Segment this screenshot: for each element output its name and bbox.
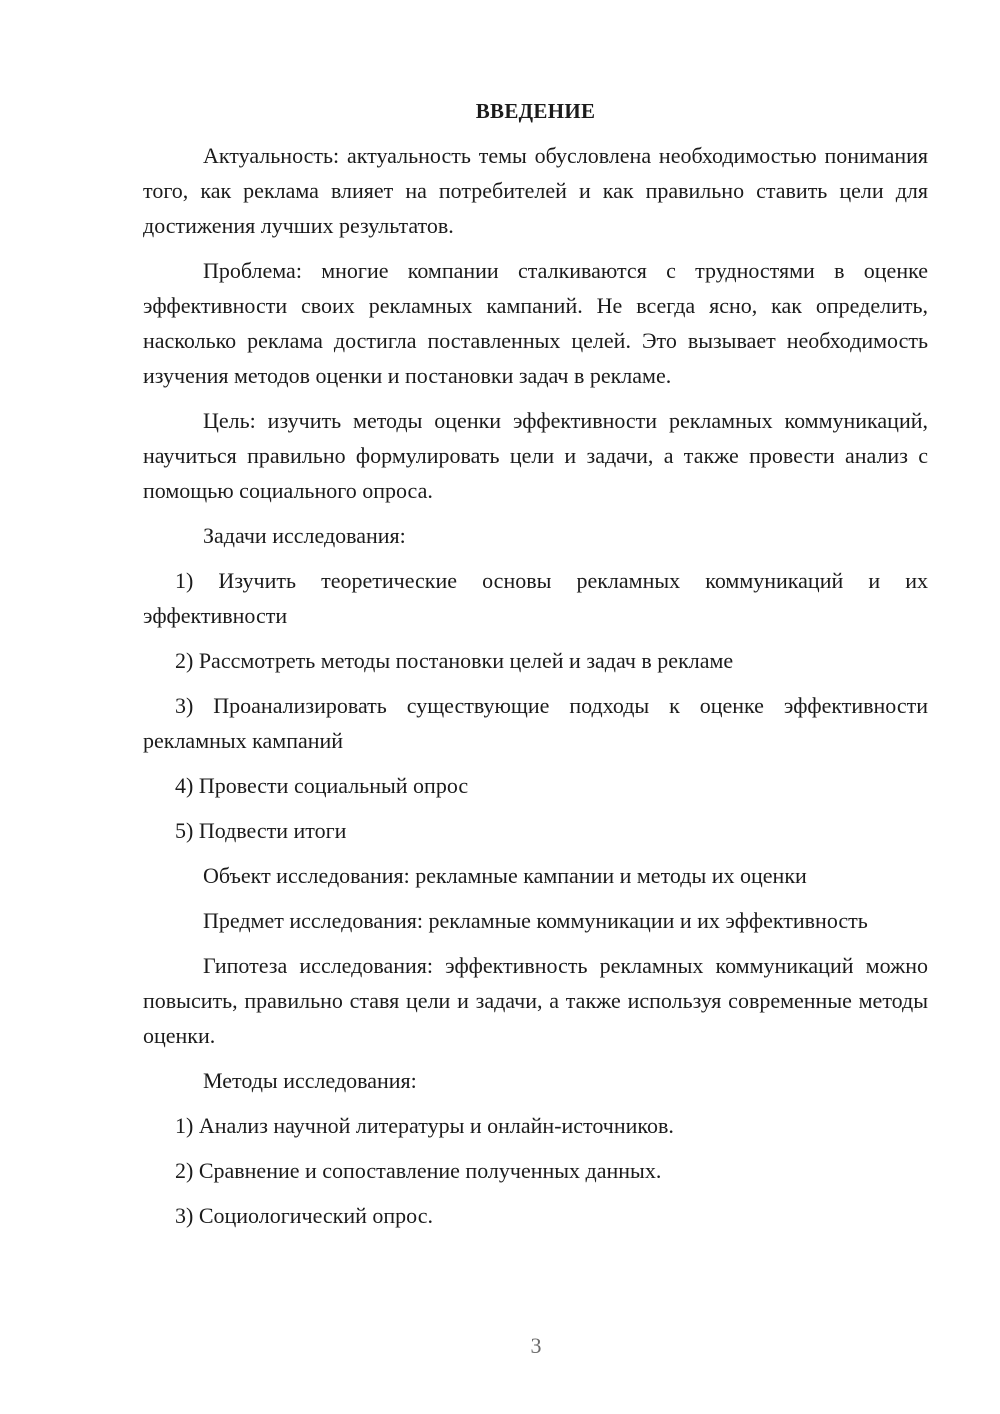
method-item: 1) Анализ научной литературы и онлайн-источников. <box>175 1113 674 1138</box>
task-item: 4) Провести социальный опрос <box>175 773 469 798</box>
task-item: 2) Рассмотреть методы постановки целей и задач в рекламе <box>175 648 734 673</box>
task-item: 1) Изучить теоретические основы рекламных коммуникаций и их эффективности <box>143 568 928 628</box>
tasks-heading: Задачи исследования: <box>203 523 406 548</box>
page-title: ВВЕДЕНИЕ <box>475 99 596 123</box>
method-item: 3) Социологический опрос. <box>175 1203 433 1228</box>
document-body <box>143 96 928 1243</box>
problem-paragraph: Проблема: многие компании сталкиваются с трудностями в оценке эффективности своих рекламных кампаний. Не всегда ясно, как определить, насколько реклама достигла поставленных целей. Это вызывает необходимость изучения методов оценки и постановки задач в рекламе. <box>143 258 928 388</box>
method-item: 2) Сравнение и сопоставление полученных данных. <box>175 1158 662 1183</box>
page-number: 3 <box>530 1333 542 1358</box>
task-item: 3) Проанализировать существующие подходы к оценке эффективности рекламных кампаний <box>143 693 928 753</box>
task-item: 5) Подвести итоги <box>175 818 347 843</box>
methods-heading: Методы исследования: <box>203 1068 417 1093</box>
hypothesis-paragraph: Гипотеза исследования: эффективность рекламных коммуникаций можно повысить, правильно ставя цели и задачи, а также используя современные методы оценки. <box>143 953 928 1048</box>
goal-paragraph: Цель: изучить методы оценки эффективности рекламных коммуникаций, научиться правильно формулировать цели и задачи, а также провести анализ с помощью социального опроса. <box>143 408 928 503</box>
object-paragraph: Объект исследования: рекламные кампании и методы их оценки <box>203 863 807 888</box>
relevance-paragraph: Актуальность: актуальность темы обусловлена необходимостью понимания того, как реклама влияет на потребителей и как правильно ставить цели для достижения лучших результатов. <box>143 143 928 238</box>
subject-paragraph: Предмет исследования: рекламные коммуникации и их эффективность <box>203 908 868 933</box>
